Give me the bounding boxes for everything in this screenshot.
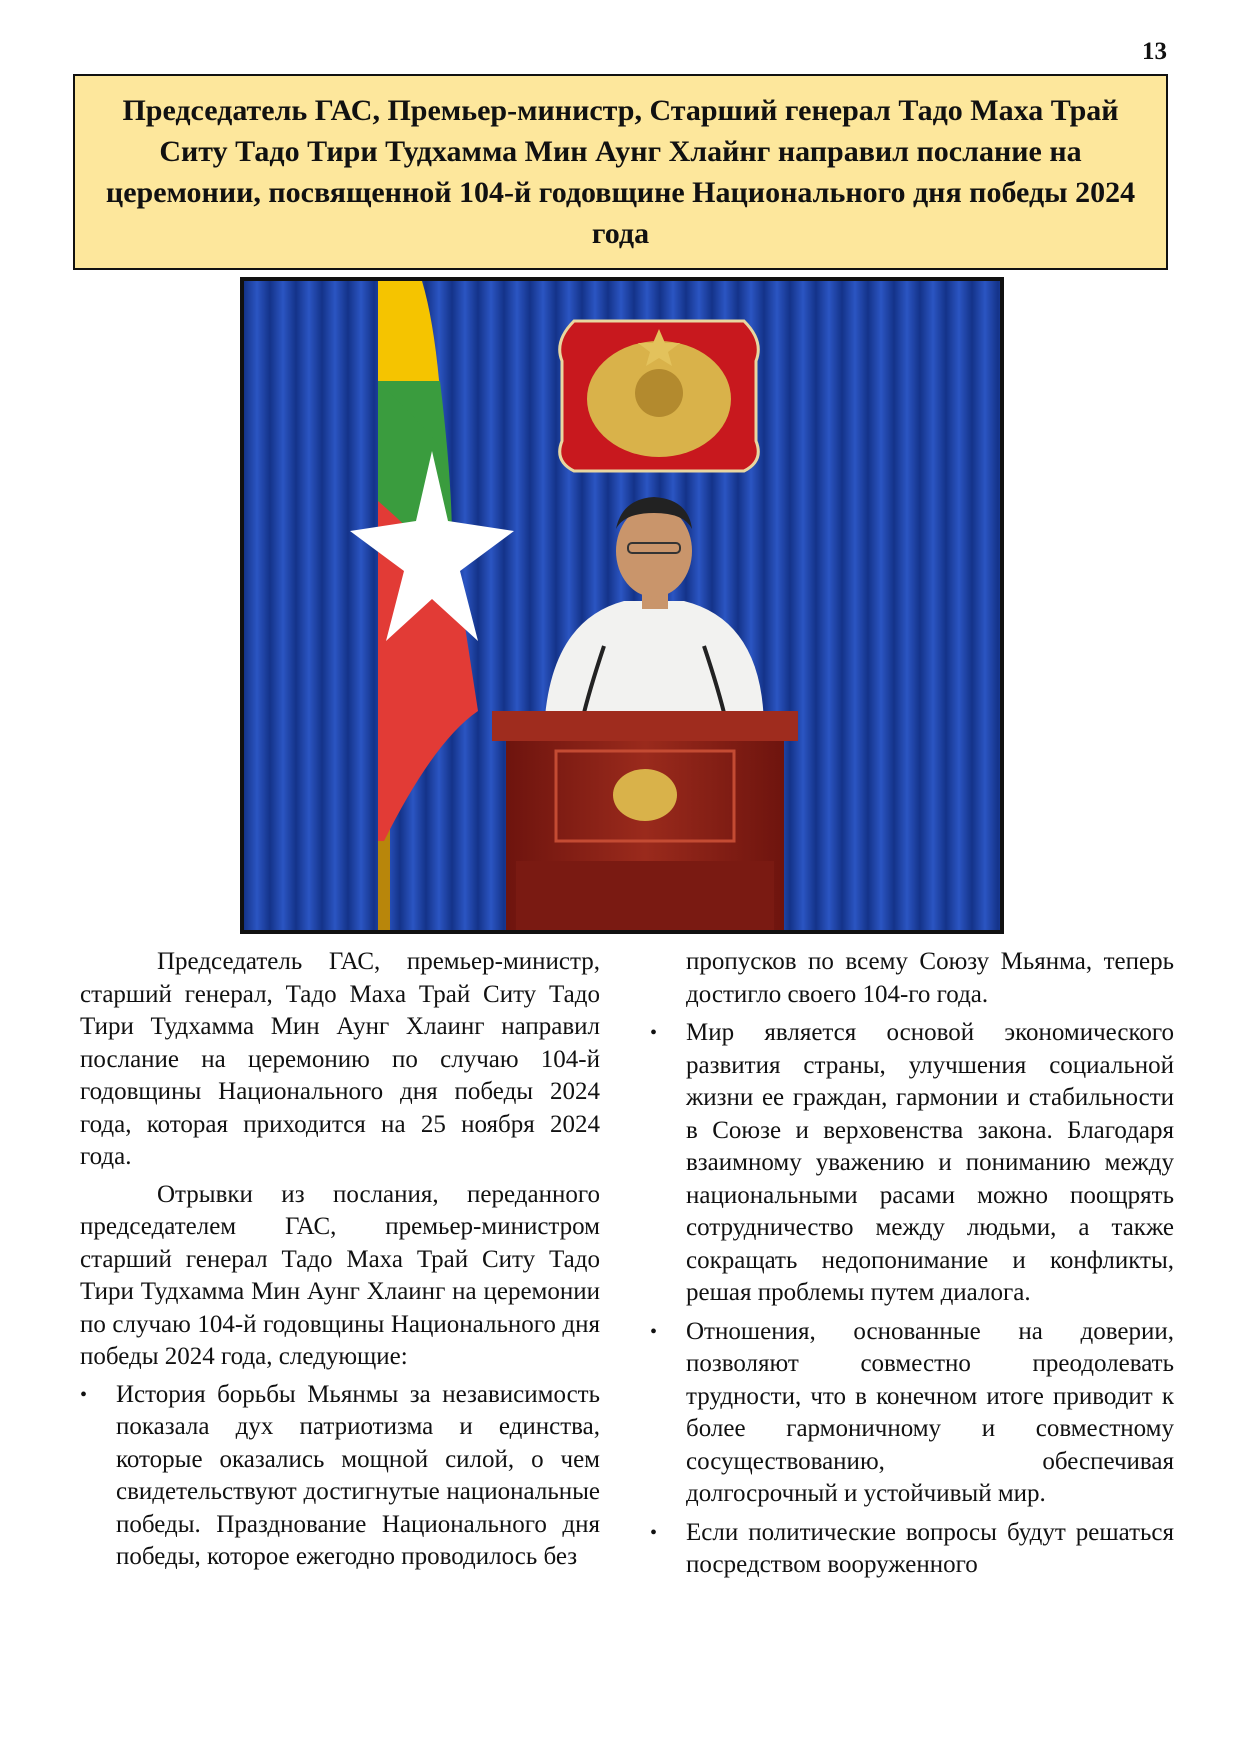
list-item (80, 1379, 600, 1574)
bullet-marker: • (650, 1320, 658, 1343)
list-item-continuation: пропусков по всему Союзу Мьянма, теперь достигло своего 104-го года. (686, 948, 1174, 1008)
page-number: 13 (1142, 38, 1167, 65)
podium-emblem (613, 769, 677, 821)
bullet-marker: • (650, 1521, 658, 1544)
message-points-list (80, 1379, 600, 1574)
list-item (650, 1517, 1174, 1582)
list-item-text: Отношения, основанные на доверии, позволяют совместно преодолевать трудности, что в конечном итоге приводит к более гармоничному и совместному сосуществованию, обеспечивая долгосрочный и устойчивый мир. (686, 1317, 1174, 1507)
excerpt-intro-paragraph: Отрывки из послания, переданного председателем ГАС, премьер-министром старший генерал Тадо Маха Трай Ситу Тадо Тири Тудхамма Мин Аунг Хлаинг на церемонии по случаю 104-й годовщины Национального дня победы 2024 года, следующие: (80, 1180, 600, 1370)
list-item (650, 1316, 1174, 1511)
intro-paragraph: Председатель ГАС, премьер-министр, старший генерал, Тадо Маха Трай Ситу Тадо Тири Тудхамма Мин Аунг Хлаинг направил послание на церемонию по случаю 104-й годовщины Национального дня победы 2024 года, которая приходится на 25 ноября 2024 года. (80, 948, 600, 1170)
message-points-list-continued (650, 1017, 1174, 1582)
article-title-box (73, 74, 1168, 270)
right-column (650, 946, 1174, 1588)
left-column (80, 946, 600, 1580)
list-item-text: Если политические вопросы будут решаться посредством вооруженного (686, 1518, 1174, 1578)
bullet-marker: • (650, 1022, 658, 1044)
state-emblem (560, 321, 759, 471)
list-item-text: Мир является основой экономического развития страны, улучшения социальной жизни ее граждан, гармонии и стабильности в Союзе и верховенства закона. Благодаря взаимному уважению и пониманию между национальными расами можно поощрять сотрудничество между людьми, а также сокращать недопонимание и конфликты, решая проблемы путем диалога. (686, 1019, 1174, 1306)
article-title: Председатель ГАС, Премьер-министр, Старший генерал Тадо Маха Трай Ситу Тадо Тири Тудхамма Мин Аунг Хлайнг направил послание на церемонии, посвященной 104-й годовщине Национального дня победы 2024 года (105, 94, 1136, 250)
list-item-text: История борьбы Мьянмы за независимость показала дух патриотизма и единства, которые оказались мощной силой, о чем свидетельствуют достигнутые национальные победы. Празднование Национального дня победы, которое ежегодно проводилось без (116, 1380, 600, 1570)
bullet-marker: • (80, 1383, 88, 1406)
article-photo (240, 277, 1004, 934)
speaker-at-podium-photo (244, 281, 1000, 930)
podium (492, 711, 798, 930)
list-item (650, 1017, 1174, 1310)
